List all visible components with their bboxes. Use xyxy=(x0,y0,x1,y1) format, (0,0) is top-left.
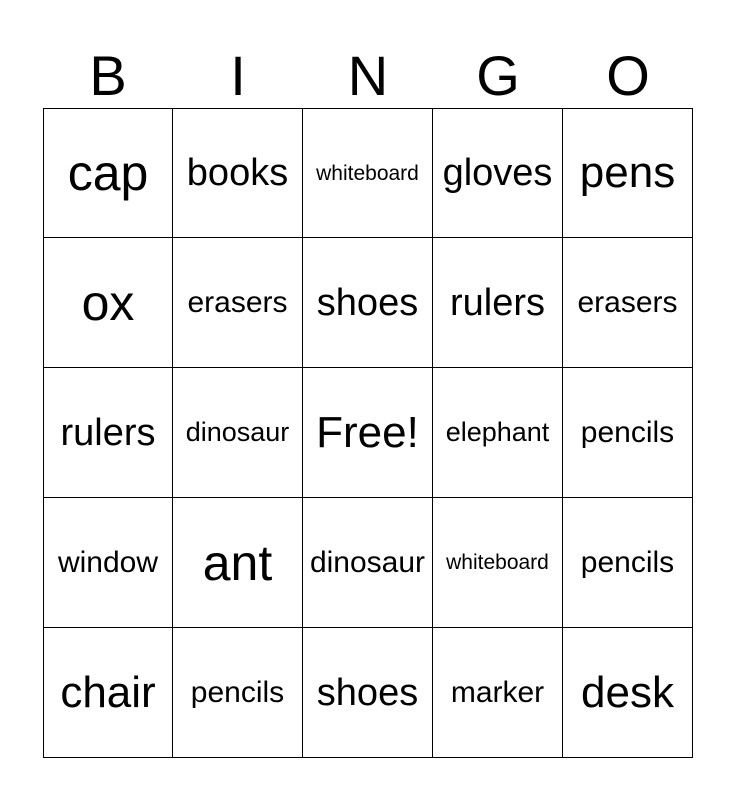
bingo-cell: dinosaur xyxy=(173,368,303,498)
bingo-cell: pencils xyxy=(563,368,693,498)
bingo-cell: pencils xyxy=(173,628,303,758)
header-letter-i: I xyxy=(230,44,246,107)
bingo-board xyxy=(43,108,693,758)
bingo-cell: shoes xyxy=(303,628,433,758)
bingo-cell: books xyxy=(173,108,303,238)
header-letter-g: G xyxy=(476,44,520,107)
bingo-cell: whiteboard xyxy=(303,108,433,238)
header-letter-o: O xyxy=(606,44,650,107)
bingo-cell: marker xyxy=(433,628,563,758)
bingo-cell: erasers xyxy=(173,238,303,368)
bingo-cell: ant xyxy=(173,498,303,628)
bingo-cell: window xyxy=(43,498,173,628)
bingo-cell: chair xyxy=(43,628,173,758)
bingo-cell: shoes xyxy=(303,238,433,368)
bingo-cell: erasers xyxy=(563,238,693,368)
bingo-cell: gloves xyxy=(433,108,563,238)
bingo-cell: pens xyxy=(563,108,693,238)
bingo-cell: cap xyxy=(43,108,173,238)
bingo-cell: rulers xyxy=(43,368,173,498)
bingo-cell: ox xyxy=(43,238,173,368)
header-letter-n: N xyxy=(347,44,389,107)
bingo-header xyxy=(43,42,693,108)
bingo-cell: Free! xyxy=(303,368,433,498)
bingo-cell: desk xyxy=(563,628,693,758)
bingo-cell: dinosaur xyxy=(303,498,433,628)
bingo-cell: pencils xyxy=(563,498,693,628)
header-letter-b: B xyxy=(89,44,127,107)
bingo-cell: rulers xyxy=(433,238,563,368)
bingo-cell: whiteboard xyxy=(433,498,563,628)
bingo-cell: elephant xyxy=(433,368,563,498)
